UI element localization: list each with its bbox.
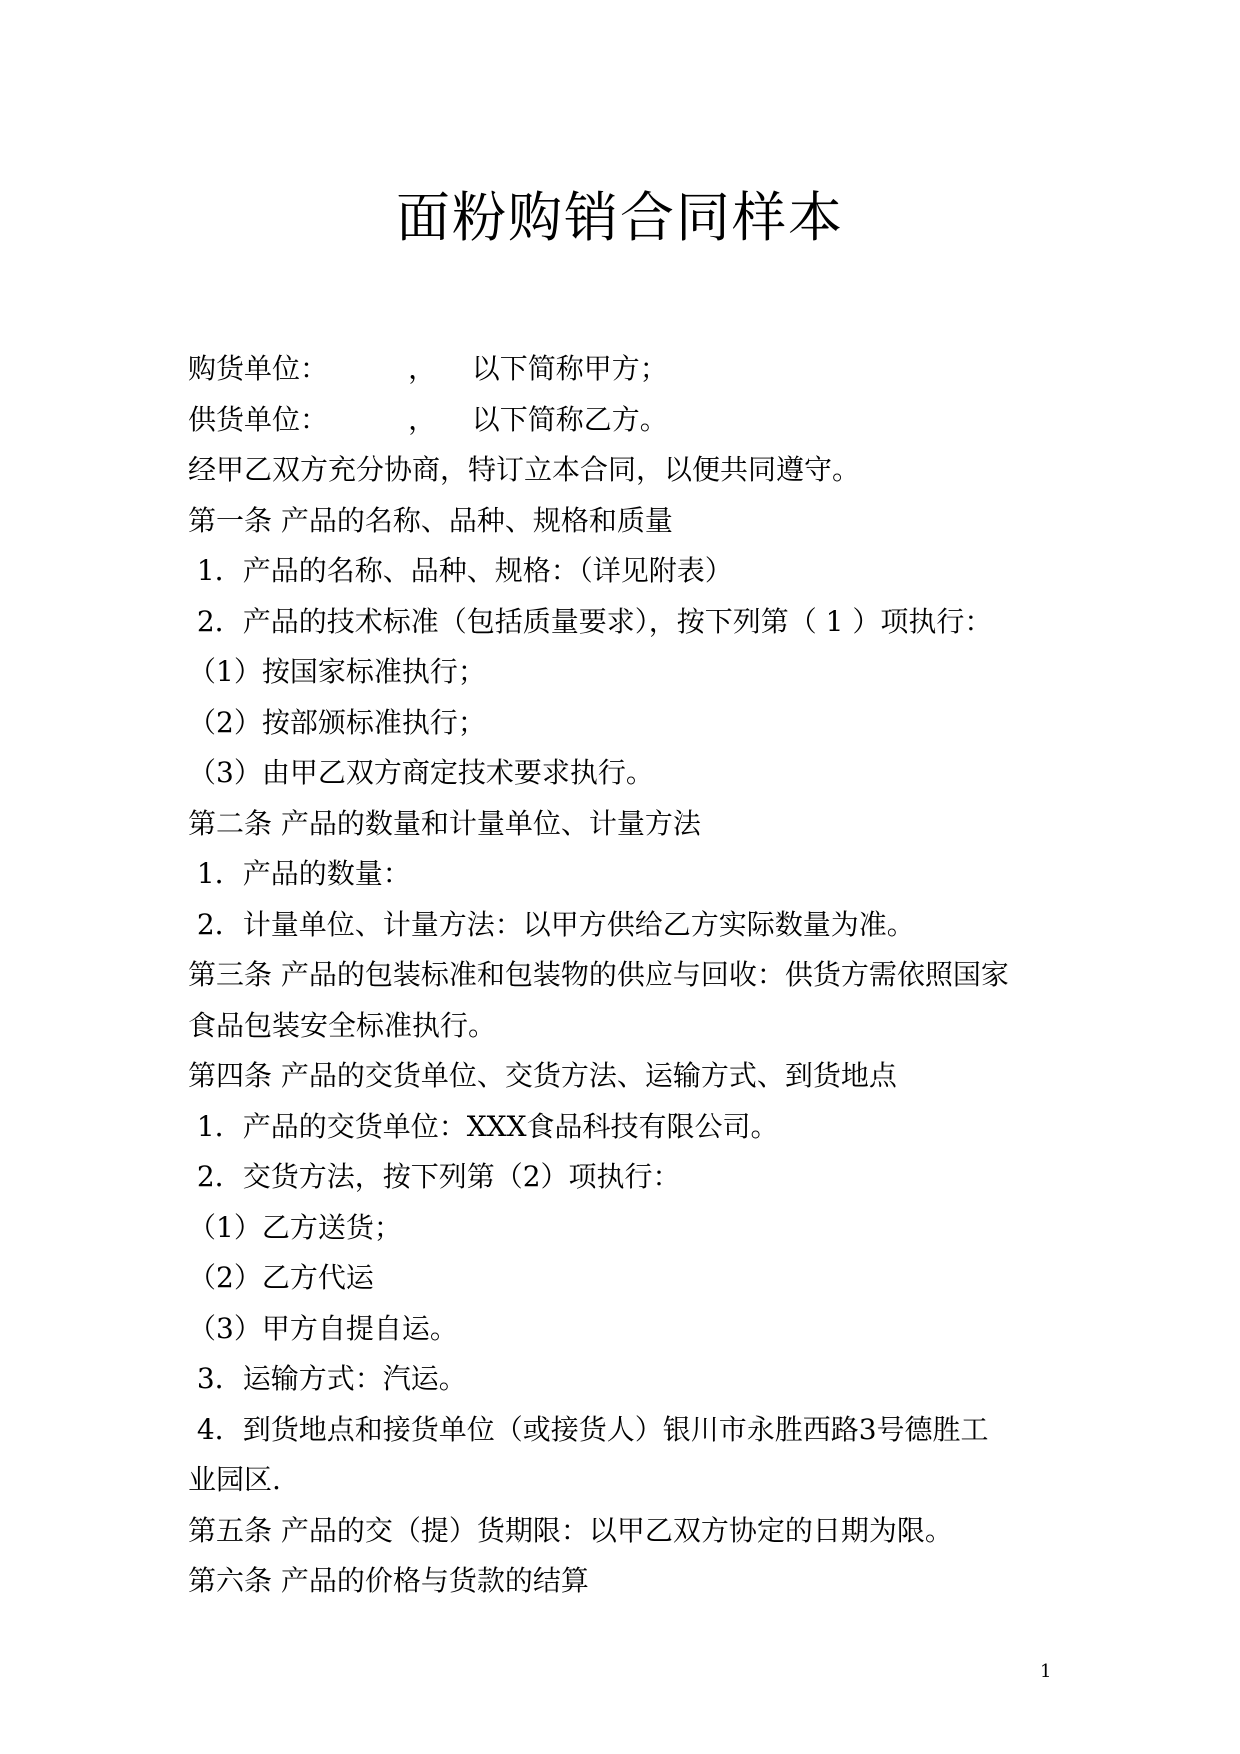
text-line: （3）由甲乙双方商定技术要求执行。 — [188, 756, 654, 789]
text-line: （3）甲方自提自运。 — [188, 1311, 458, 1345]
text-line: （1）按国家标准执行； — [188, 655, 486, 688]
text-line: 经甲乙双方充分协商，特订立本合同，以便共同遵守。 — [188, 453, 861, 486]
text-line: 2．计量单位、计量方法：以甲方供给乙方实际数量为准。 — [188, 907, 915, 941]
text-line: 供货单位： ， 以下简称乙方。 — [188, 402, 668, 436]
text-line: 购货单位： ， 以下简称甲方； — [188, 352, 668, 385]
document-title: 面粉购销合同样本 — [396, 186, 844, 249]
section-heading: 第四条 产品的交货单位、交货方法、运输方式、到货地点 — [188, 1059, 897, 1092]
text-line: 1．产品的交货单位：XXX食品科技有限公司。 — [188, 1109, 779, 1143]
text-line: 4．到货地点和接货单位（或接货人）银川市永胜西路3号德胜工 — [188, 1412, 989, 1446]
text-line: （1）乙方送货； — [188, 1210, 402, 1244]
contract-body — [188, 344, 1068, 1607]
text-line: 2．产品的技术标准（包括质量要求），按下列第（ 1 ）项执行： — [188, 604, 993, 638]
text-line: 2．交货方法，按下列第（2）项执行： — [188, 1160, 681, 1193]
text-line: （2）乙方代运 — [188, 1261, 374, 1294]
page-number: 1 — [1040, 1661, 1052, 1682]
section-heading: 第三条 产品的包装标准和包装物的供应与回收：供货方需依照国家 — [188, 958, 1009, 991]
section-heading: 第五条 产品的交（提）货期限：以甲乙双方协定的日期为限。 — [188, 1513, 953, 1547]
section-heading: 第六条 产品的价格与货款的结算 — [188, 1564, 589, 1597]
text-line: 3．运输方式：汽运。 — [188, 1362, 467, 1395]
text-line: 食品包装安全标准执行。 — [188, 1008, 497, 1042]
section-heading: 第一条 产品的名称、品种、规格和质量 — [188, 503, 673, 537]
text-line: 业园区. — [188, 1463, 281, 1496]
text-line: 1．产品的名称、品种、规格：（详见附表） — [188, 554, 733, 587]
text-line: （2）按部颁标准执行； — [188, 705, 486, 739]
section-heading: 第二条 产品的数量和计量单位、计量方法 — [188, 806, 701, 840]
text-line: 1．产品的数量： — [188, 857, 411, 890]
